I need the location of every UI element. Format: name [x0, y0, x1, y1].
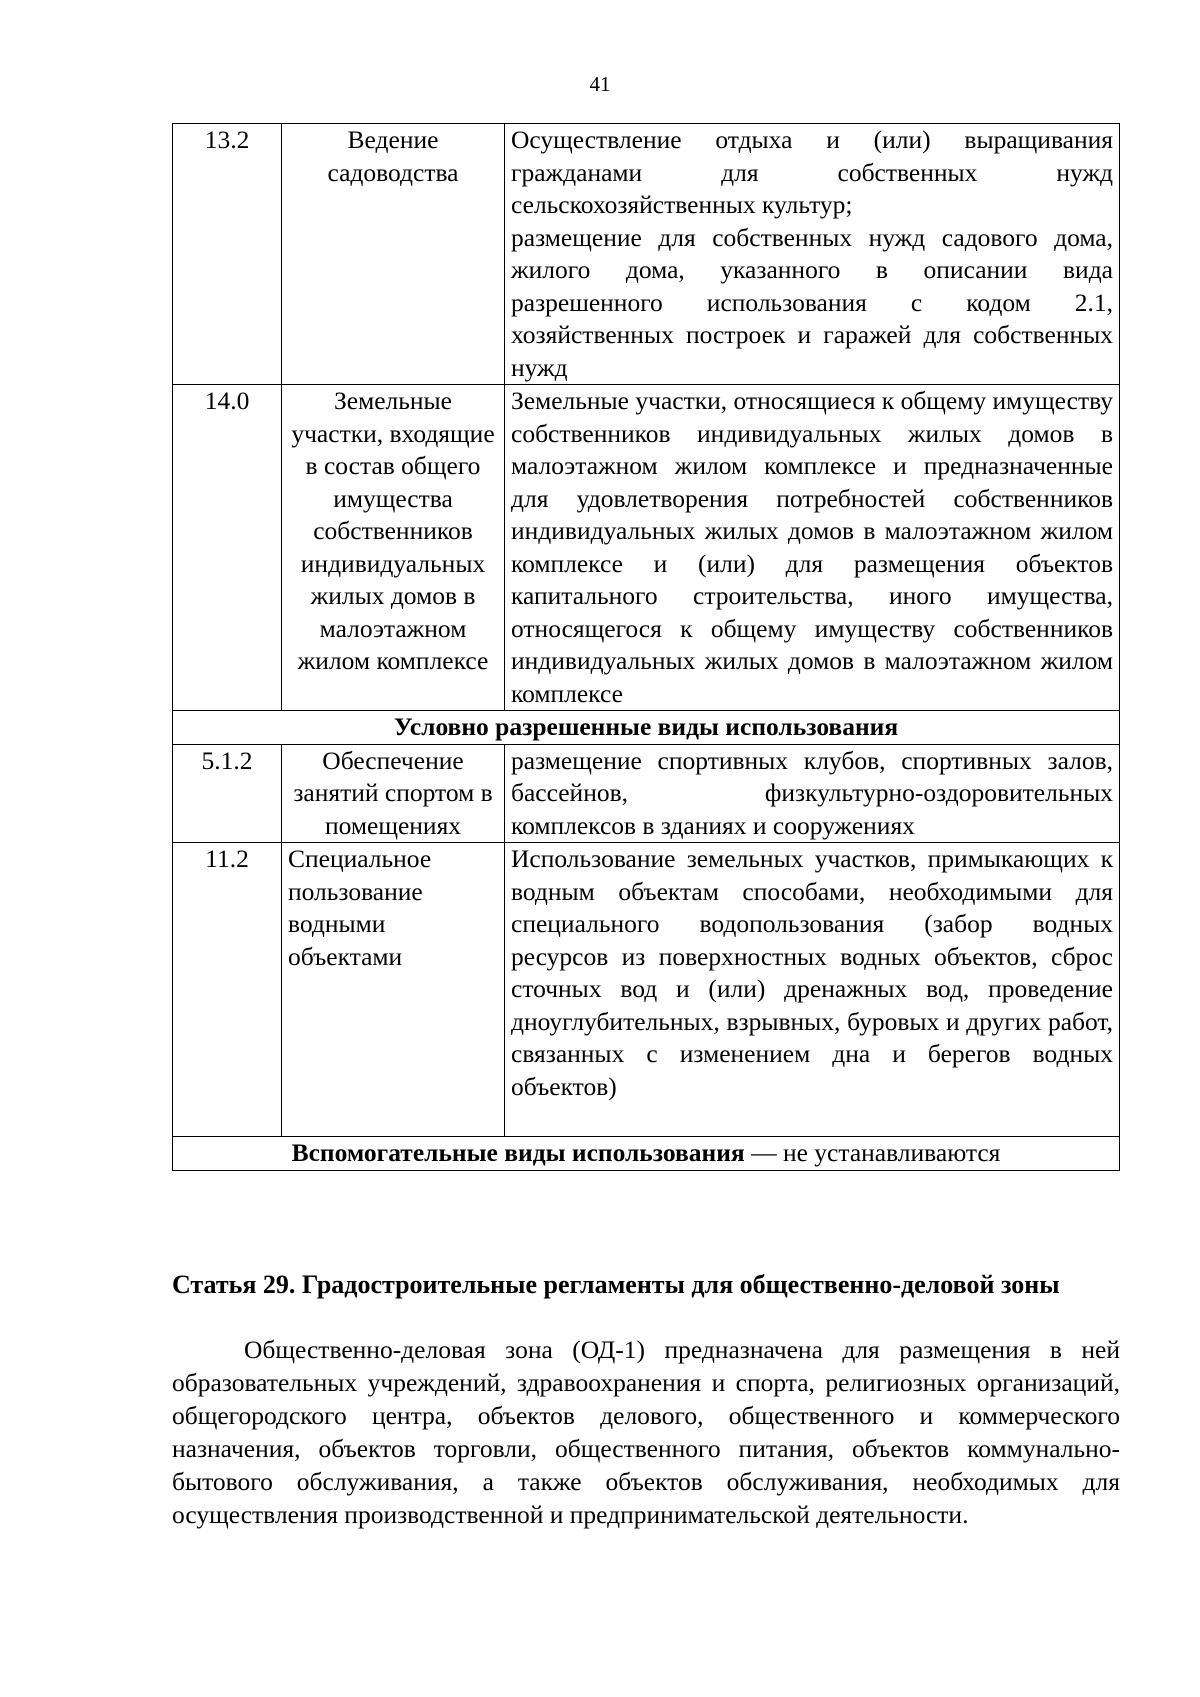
use-description: Земельные участки, относящиеся к общему имуществу собственников индивидуальных жилых домов в малоэтажном жилом комплексе и предназначенные для удовлетворения потребностей собственников индивидуальных жилых домов в малоэтажном жилом комплексе и (или) для размещения объектов капитального строительства, иного имущества, относящегося к общему имуществу собственников индивидуальных жилых домов в малоэтажном жилом комплексе [505, 385, 1120, 711]
section-title-auxiliary-rest: — не устанавливаются [744, 1138, 1001, 1167]
article-heading: Статья 29. Градостроительные регламенты для общественно-деловой зоны [172, 1270, 1060, 1299]
use-name: Ведение садоводства [282, 124, 505, 385]
land-use-table [172, 123, 1120, 1171]
use-code: 5.1.2 [173, 744, 282, 843]
use-name: Специальное пользование водными объектами [282, 843, 505, 1137]
table-row [173, 385, 1120, 711]
description-paragraph: Осуществление отдыха и (или) выращивания гражданами для собственных нужд сельскохозяйственных культур; [511, 125, 1113, 219]
section-row [173, 711, 1120, 745]
table-row [173, 744, 1120, 843]
section-title-auxiliary-bold: Вспомогательные виды использования [291, 1138, 745, 1167]
section-title-conditional: Условно разрешенные виды использования [173, 711, 1120, 745]
section-title-auxiliary [173, 1137, 1120, 1171]
use-description: размещение спортивных клубов, спортивных залов, бассейнов, физкультурно-оздоровительных комплексов в зданиях и сооружениях [505, 744, 1120, 843]
use-name: Земельные участки, входящие в состав общего имущества собственников индивидуальных жилых домов в малоэтажном жилом комплексе [282, 385, 505, 711]
use-description [505, 124, 1120, 385]
section-row [173, 1137, 1120, 1171]
table-row [173, 124, 1120, 385]
use-name: Обеспечение занятий спортом в помещениях [282, 744, 505, 843]
use-code: 11.2 [173, 843, 282, 1137]
use-code: 13.2 [173, 124, 282, 385]
article-paragraph: Общественно-деловая зона (ОД-1) предназначена для размещения в ней образовательных учреждений, здравоохранения и спорта, религиозных организаций, общегородского центра, объектов делового, общественного и коммерческого назначения, объектов торговли, общественного питания, объектов коммунально-бытового обслуживания, а также объектов обслуживания, необходимых для осуществления производственной и предпринимательской деятельности. [172, 1335, 1120, 1529]
use-description: Использование земельных участков, примыкающих к водным объектам способами, необходимыми для специального водопользования (забор водных ресурсов из поверхностных водных объектов, сброс сточных вод и (или) дренажных вод, проведение дноуглубительных, взрывных, буровых и других работ, связанных с изменением дна и берегов водных объектов) [505, 843, 1120, 1137]
table-row [173, 843, 1120, 1137]
use-code: 14.0 [173, 385, 282, 711]
description-paragraph: размещение для собственных нужд садового дома, жилого дома, указанного в описании вида разрешенного использования с кодом 2.1, хозяйственных построек и гаражей для собственных нужд [511, 222, 1113, 382]
page-number: 41 [589, 72, 611, 96]
